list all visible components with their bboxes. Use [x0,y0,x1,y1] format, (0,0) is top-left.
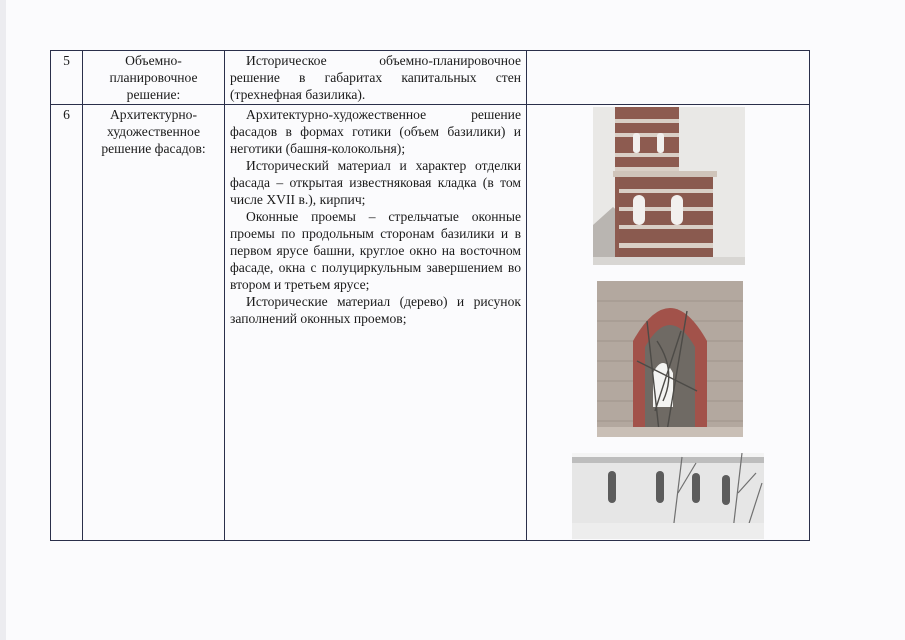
row-label: Объемно-планировочное решение: [83,51,225,105]
basilica-side-facade-photo [572,453,764,539]
description-paragraph: Архитектурно-художественное решение фасадов в формах готики (объем базилики) и неготики (башня-колокольня); [230,107,521,156]
row-photo-cell [527,105,810,541]
row-number: 5 [51,51,83,105]
description-paragraph: Оконные проемы – стрельчатые оконные проемы по продольным сторонам базилики и в первом ярусе башни, круглое окно на восточном фасаде, окна с полуциркульным завершением во втором и третьем ярусе; [230,209,521,292]
description-paragraph: Исторические материал (дерево) и рисунок заполнений оконных проемов; [230,294,521,326]
row-description [225,51,527,105]
heritage-table [50,50,810,541]
page-edge [0,0,6,640]
row-label: Архитектурно-художественное решение фасадов: [83,105,225,541]
row-number: 6 [51,105,83,541]
arched-window-photo [597,281,743,437]
bell-tower-photo [593,107,745,265]
row-description [225,105,527,541]
description-paragraph: Исторический материал и характер отделки фасада – открытая известняковая кладка (в том числе XVII в.), кирпич; [230,158,521,207]
description-paragraph: Историческое объемно-планировочное решение в габаритах капитальных стен (трехнефная базилика). [230,53,521,102]
row-photo-cell [527,51,810,105]
table-row [51,105,810,541]
table-row [51,51,810,105]
